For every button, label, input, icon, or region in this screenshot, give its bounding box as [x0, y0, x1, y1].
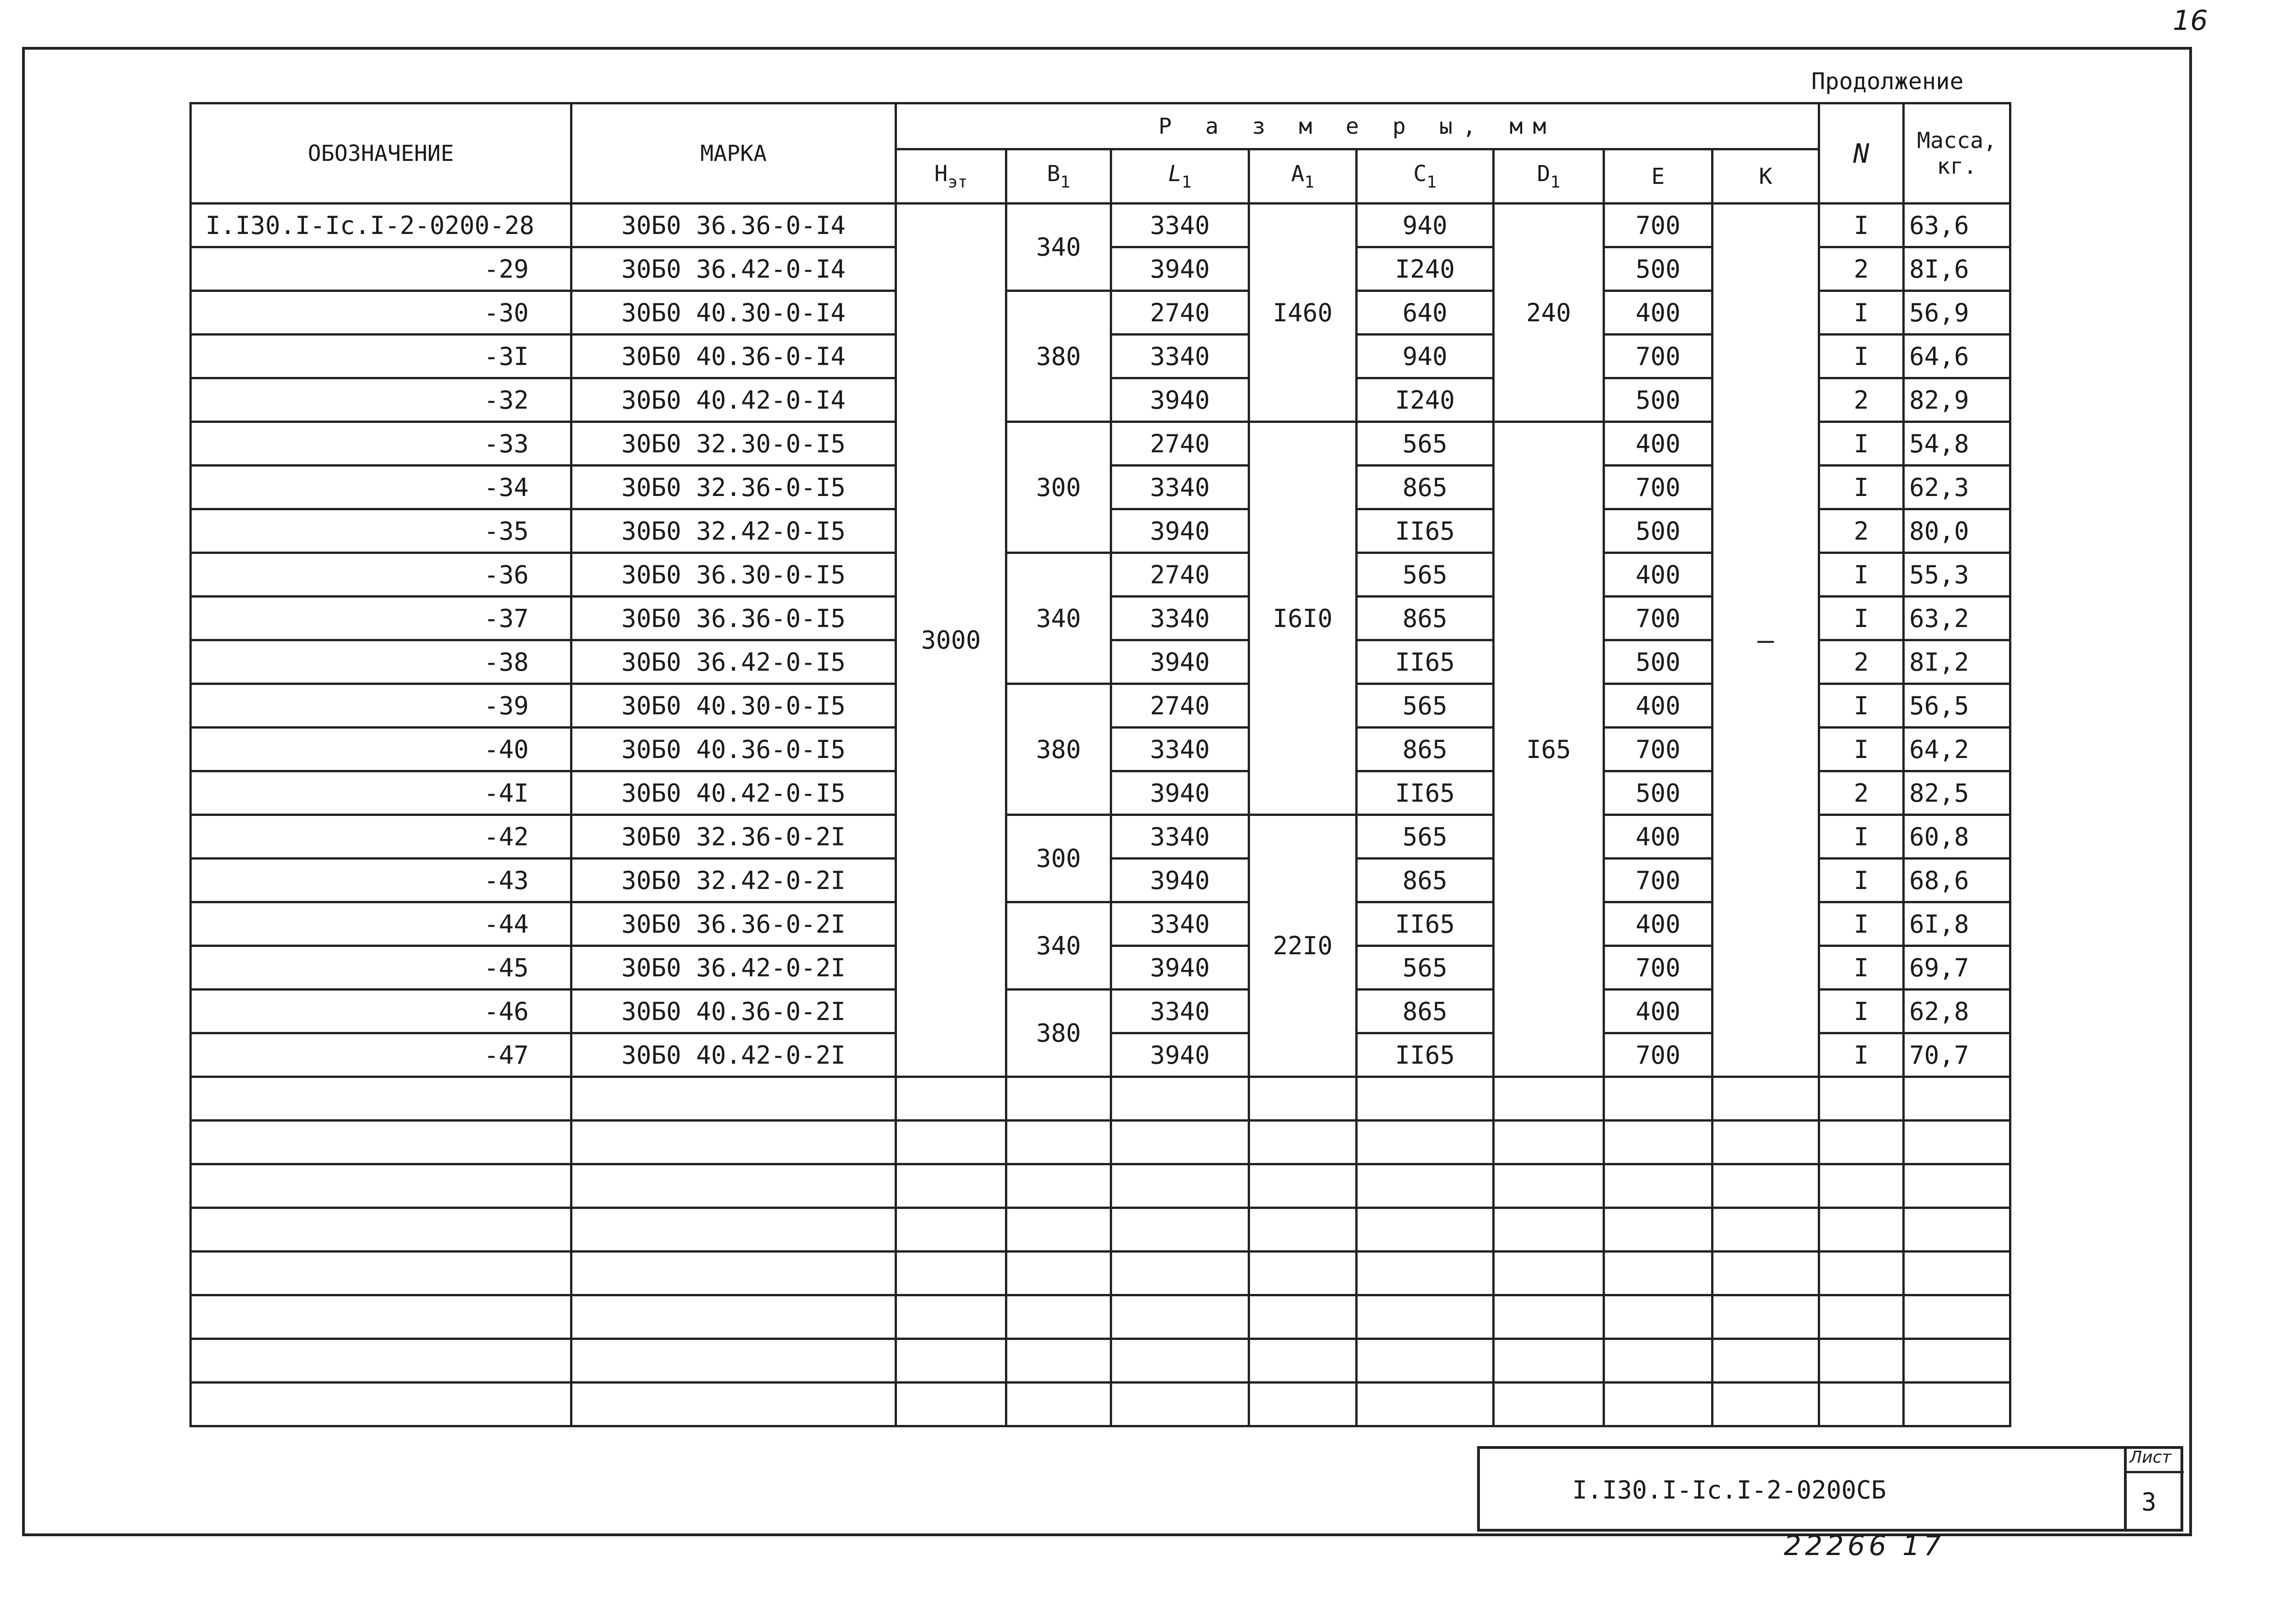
cell-oboz: -33: [191, 422, 571, 466]
cell-d-merged: I65: [1494, 422, 1604, 1077]
cell-c: 865: [1357, 597, 1494, 640]
cell-c: II65: [1357, 509, 1494, 553]
cell-c: 865: [1357, 859, 1494, 902]
cell-e: 700: [1604, 728, 1712, 771]
cell-l: 2740: [1111, 684, 1249, 728]
cell-b-merged: 340: [1006, 902, 1111, 990]
cell-e: 500: [1604, 771, 1712, 815]
cell-marka: 30Б0 40.30-0-I4: [571, 291, 896, 335]
cell-marka: 30Б0 36.42-0-I4: [571, 247, 896, 291]
cell-e: 400: [1604, 684, 1712, 728]
cell-mass: 56,9: [1904, 291, 2010, 335]
cell-c: 565: [1357, 684, 1494, 728]
cell-mass: 82,5: [1904, 771, 2010, 815]
cell-marka: 30Б0 32.36-0-2I: [571, 815, 896, 859]
cell-marka: 30Б0 36.42-0-I5: [571, 640, 896, 684]
cell-e: 500: [1604, 509, 1712, 553]
cell-c: 640: [1357, 291, 1494, 335]
cell-n: 2: [1819, 771, 1904, 815]
cell-l: 3340: [1111, 815, 1249, 859]
header-mass: [1904, 103, 2010, 204]
cell-b-merged: 380: [1006, 684, 1111, 815]
cell-mass: 70,7: [1904, 1033, 2010, 1077]
cell-e: 500: [1604, 640, 1712, 684]
cell-oboz: -40: [191, 728, 571, 771]
cell-c: II65: [1357, 640, 1494, 684]
cell-n: I: [1819, 902, 1904, 946]
cell-e: 400: [1604, 902, 1712, 946]
header-mass-line2: кг.: [1937, 153, 1977, 179]
cell-marka: 30Б0 40.42-0-2I: [571, 1033, 896, 1077]
cell-e: 500: [1604, 247, 1712, 291]
cell-marka: 30Б0 40.42-0-I4: [571, 378, 896, 422]
cell-c: II65: [1357, 902, 1494, 946]
cell-oboz: -30: [191, 291, 571, 335]
empty-row: [191, 1077, 2010, 1121]
header-d: $D_1$: [1494, 149, 1604, 204]
cell-l: 3940: [1111, 1033, 1249, 1077]
empty-row: [191, 1383, 2010, 1426]
cell-oboz: -39: [191, 684, 571, 728]
cell-l: 3340: [1111, 335, 1249, 378]
cell-e: 400: [1604, 422, 1712, 466]
cell-c: 865: [1357, 728, 1494, 771]
cell-k-merged: –: [1712, 204, 1819, 1077]
cell-l: 3940: [1111, 859, 1249, 902]
cell-mass: 64,6: [1904, 335, 2010, 378]
cell-l: 3940: [1111, 946, 1249, 990]
cell-mass: 63,2: [1904, 597, 2010, 640]
cell-oboz: -34: [191, 466, 571, 509]
empty-row: [191, 1208, 2010, 1252]
cell-n: I: [1819, 990, 1904, 1033]
cell-e: 400: [1604, 990, 1712, 1033]
cell-marka: 30Б0 36.42-0-2I: [571, 946, 896, 990]
cell-mass: 8I,6: [1904, 247, 2010, 291]
cell-l: 3340: [1111, 466, 1249, 509]
cell-n: I: [1819, 466, 1904, 509]
cell-n: I: [1819, 291, 1904, 335]
cell-a-merged: I6I0: [1249, 422, 1357, 815]
cell-oboz: -37: [191, 597, 571, 640]
empty-row: [191, 1121, 2010, 1164]
empty-row: [191, 1252, 2010, 1295]
cell-e: 700: [1604, 946, 1712, 990]
header-oboznachenie: ОБОЗНАЧЕНИЕ: [191, 103, 571, 204]
cell-marka: 30Б0 40.30-0-I5: [571, 684, 896, 728]
cell-marka: 30Б0 40.36-0-I5: [571, 728, 896, 771]
cell-h-merged: 3000: [896, 204, 1006, 1077]
cell-a-merged: I460: [1249, 204, 1357, 422]
cell-e: 400: [1604, 815, 1712, 859]
empty-row: [191, 1339, 2010, 1383]
cell-l: 3340: [1111, 728, 1249, 771]
cell-c: 565: [1357, 815, 1494, 859]
cell-l: 3340: [1111, 597, 1249, 640]
cell-mass: 6I,8: [1904, 902, 2010, 946]
cell-oboz: I.I30.I-Ic.I-2-0200-28: [191, 204, 571, 247]
cell-mass: 55,3: [1904, 553, 2010, 597]
cell-mass: 63,6: [1904, 204, 2010, 247]
cell-l: 3940: [1111, 247, 1249, 291]
cell-oboz: -46: [191, 990, 571, 1033]
cell-n: 2: [1819, 640, 1904, 684]
cell-mass: 56,5: [1904, 684, 2010, 728]
cell-mass: 80,0: [1904, 509, 2010, 553]
cell-l: 2740: [1111, 291, 1249, 335]
cell-b-merged: 380: [1006, 291, 1111, 422]
cell-marka: 30Б0 36.36-0-I4: [571, 204, 896, 247]
cell-oboz: -35: [191, 509, 571, 553]
title-block-separator: [2124, 1446, 2127, 1532]
cell-l: 3940: [1111, 640, 1249, 684]
header-c: $C_1$: [1357, 149, 1494, 204]
cell-c: 565: [1357, 553, 1494, 597]
empty-row: [191, 1295, 2010, 1339]
cell-b-merged: 380: [1006, 990, 1111, 1077]
cell-c: 940: [1357, 335, 1494, 378]
cell-e: 700: [1604, 204, 1712, 247]
cell-e: 700: [1604, 859, 1712, 902]
cell-oboz: -36: [191, 553, 571, 597]
cell-oboz: -29: [191, 247, 571, 291]
header-l: $L_1$: [1111, 149, 1249, 204]
cell-n: I: [1819, 946, 1904, 990]
cell-marka: 30Б0 36.30-0-I5: [571, 553, 896, 597]
cell-marka: 30Б0 40.42-0-I5: [571, 771, 896, 815]
cell-marka: 30Б0 36.36-0-2I: [571, 902, 896, 946]
cell-b-merged: 300: [1006, 422, 1111, 553]
empty-row: [191, 1164, 2010, 1208]
header-k: K: [1712, 149, 1819, 204]
cell-l: 2740: [1111, 553, 1249, 597]
cell-l: 3340: [1111, 990, 1249, 1033]
cell-l: 3940: [1111, 771, 1249, 815]
cell-n: 2: [1819, 378, 1904, 422]
cell-e: 400: [1604, 553, 1712, 597]
cell-n: I: [1819, 597, 1904, 640]
cell-c: 565: [1357, 422, 1494, 466]
title-block-hseparator: [2124, 1471, 2184, 1473]
header-mass-line1: Масса,: [1917, 127, 1997, 154]
cell-mass: 62,8: [1904, 990, 2010, 1033]
cell-n: I: [1819, 1033, 1904, 1077]
cell-b-merged: 340: [1006, 553, 1111, 684]
cell-oboz: -32: [191, 378, 571, 422]
cell-mass: 82,9: [1904, 378, 2010, 422]
header-sizes-group: Р а з м е р ы, мм: [896, 103, 1819, 149]
cell-l: 3340: [1111, 204, 1249, 247]
cell-mass: 62,3: [1904, 466, 2010, 509]
cell-b-merged: 300: [1006, 815, 1111, 902]
cell-oboz: -38: [191, 640, 571, 684]
cell-c: 865: [1357, 990, 1494, 1033]
cell-marka: 30Б0 32.42-0-I5: [571, 509, 896, 553]
cell-l: 3940: [1111, 378, 1249, 422]
bottom-handwritten-note: 22266 17: [1784, 1530, 1945, 1562]
header-h: $H_{эт}$: [896, 149, 1006, 204]
cell-n: I: [1819, 422, 1904, 466]
cell-oboz: -42: [191, 815, 571, 859]
cell-n: I: [1819, 684, 1904, 728]
cell-oboz: -45: [191, 946, 571, 990]
cell-mass: 64,2: [1904, 728, 2010, 771]
cell-mass: 54,8: [1904, 422, 2010, 466]
cell-marka: 30Б0 40.36-0-I4: [571, 335, 896, 378]
cell-oboz: -3I: [191, 335, 571, 378]
cell-n: I: [1819, 335, 1904, 378]
cell-c: 865: [1357, 466, 1494, 509]
cell-marka: 30Б0 32.30-0-I5: [571, 422, 896, 466]
cell-n: I: [1819, 859, 1904, 902]
cell-e: 500: [1604, 378, 1712, 422]
cell-oboz: -43: [191, 859, 571, 902]
cell-mass: 60,8: [1904, 815, 2010, 859]
cell-mass: 8I,2: [1904, 640, 2010, 684]
cell-marka: 30Б0 32.42-0-2I: [571, 859, 896, 902]
cell-c: 940: [1357, 204, 1494, 247]
header-a: $A_1$: [1249, 149, 1357, 204]
cell-e: 700: [1604, 466, 1712, 509]
title-block-sheet-label: Лист: [2129, 1448, 2172, 1467]
cell-e: 700: [1604, 335, 1712, 378]
sheet-corner-number: 16: [2173, 5, 2208, 37]
cell-oboz: -44: [191, 902, 571, 946]
cell-n: 2: [1819, 509, 1904, 553]
cell-c: II65: [1357, 771, 1494, 815]
cell-mass: 69,7: [1904, 946, 2010, 990]
cell-marka: 30Б0 36.36-0-I5: [571, 597, 896, 640]
cell-n: I: [1819, 815, 1904, 859]
title-block-sheet-number: 3: [2141, 1487, 2157, 1516]
cell-n: I: [1819, 553, 1904, 597]
cell-c: I240: [1357, 378, 1494, 422]
cell-oboz: -47: [191, 1033, 571, 1077]
header-b: $B_1$: [1006, 149, 1111, 204]
header-n: N: [1819, 103, 1904, 204]
title-block-doc-code: I.I30.I-Ic.I-2-0200СБ: [1572, 1476, 1886, 1504]
cell-marka: 30Б0 32.36-0-I5: [571, 466, 896, 509]
cell-c: 565: [1357, 946, 1494, 990]
specification-table: [189, 102, 2011, 1427]
cell-mass: 68,6: [1904, 859, 2010, 902]
cell-c: I240: [1357, 247, 1494, 291]
header-e: E: [1604, 149, 1712, 204]
cell-l: 3340: [1111, 902, 1249, 946]
cell-d-merged: 240: [1494, 204, 1604, 422]
cell-l: 2740: [1111, 422, 1249, 466]
cell-b-merged: 340: [1006, 204, 1111, 291]
cell-l: 3940: [1111, 509, 1249, 553]
cell-n: I: [1819, 728, 1904, 771]
cell-e: 400: [1604, 291, 1712, 335]
header-marka: МАРКА: [571, 103, 896, 204]
cell-n: I: [1819, 204, 1904, 247]
continuation-label: Продолжение: [1811, 68, 1964, 95]
cell-e: 700: [1604, 597, 1712, 640]
cell-a-merged: 22I0: [1249, 815, 1357, 1077]
cell-n: 2: [1819, 247, 1904, 291]
cell-e: 700: [1604, 1033, 1712, 1077]
cell-oboz: -4I: [191, 771, 571, 815]
cell-marka: 30Б0 40.36-0-2I: [571, 990, 896, 1033]
cell-c: II65: [1357, 1033, 1494, 1077]
